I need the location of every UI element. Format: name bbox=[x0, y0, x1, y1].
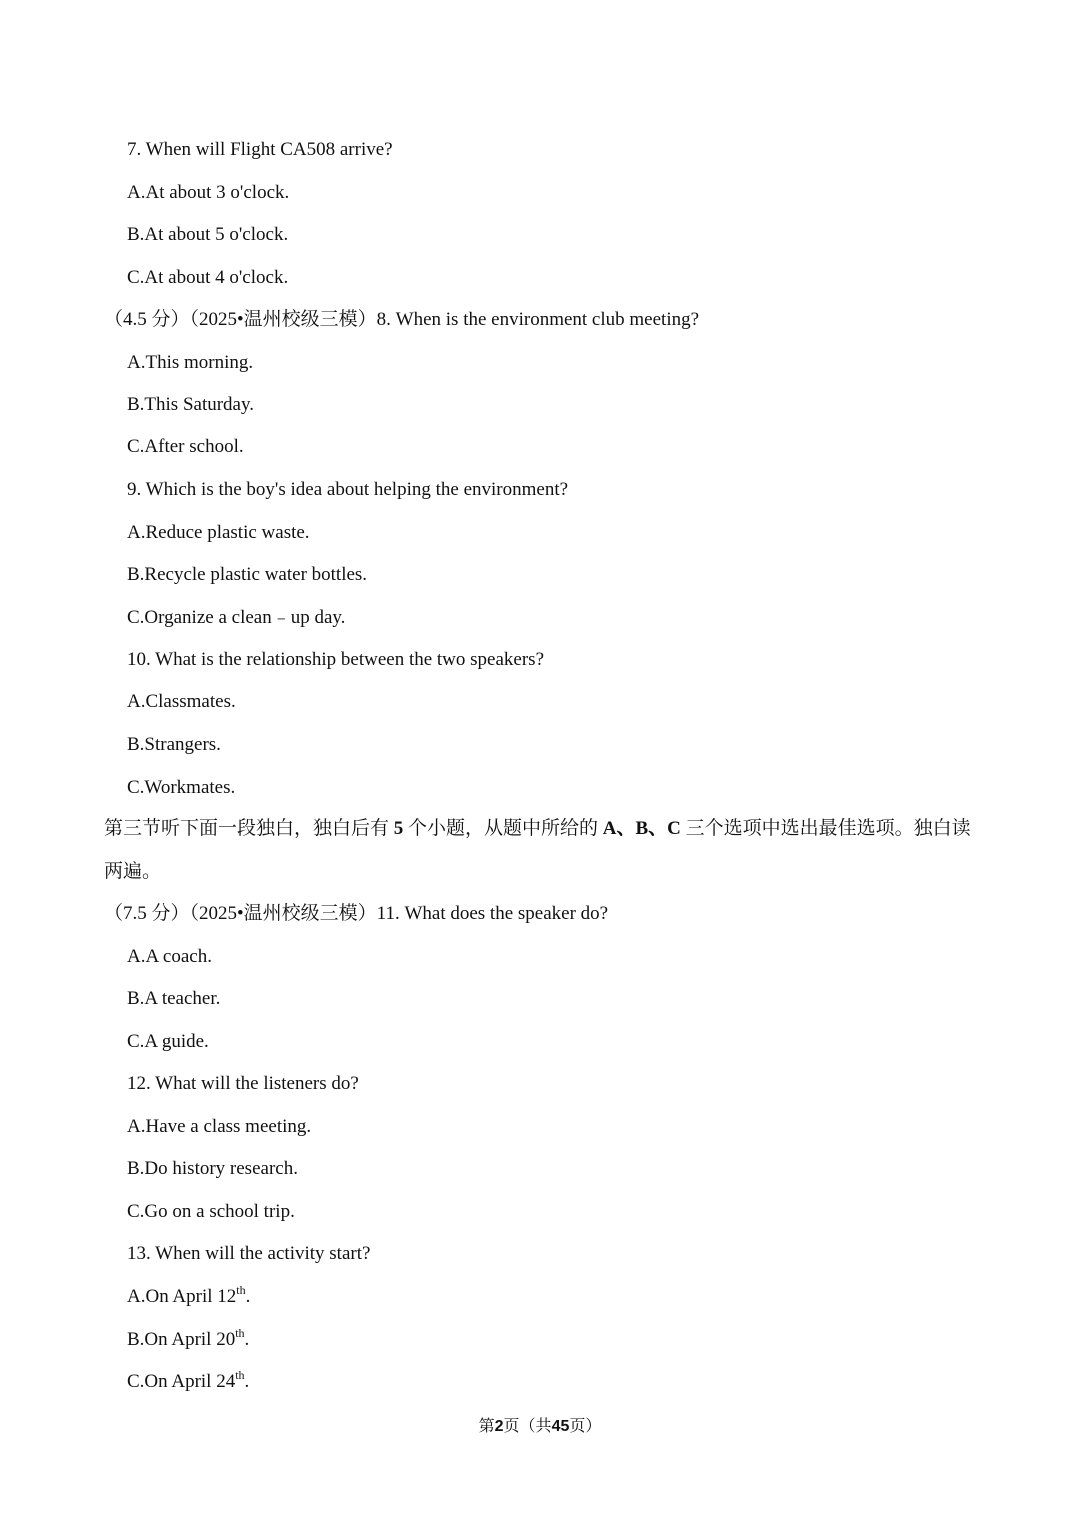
q11-header bbox=[104, 902, 608, 926]
footer-total-pages: 45 bbox=[551, 1418, 570, 1435]
q9-stem: 9. Which is the boy's idea about helping the environment? bbox=[127, 479, 569, 500]
q11-stem: 11. What does the speaker do? bbox=[376, 903, 609, 924]
footer-pre: 第 bbox=[478, 1418, 495, 1435]
q8-stem: 8. When is the environment club meeting? bbox=[376, 309, 700, 330]
section3-options: A、B、C bbox=[602, 818, 681, 839]
q7-stem: 7. When will Flight CA508 arrive? bbox=[127, 139, 393, 160]
q11-option-c: C.A guide. bbox=[127, 1031, 209, 1052]
section3-text-1: 第三节听下面一段独白，独白后有 bbox=[104, 818, 390, 839]
q13-option-c-end: . bbox=[244, 1371, 250, 1392]
q13-option-c-sup: th bbox=[235, 1368, 245, 1382]
q11-score-source: （7.5 分）（2025•温州校级三模） bbox=[104, 903, 377, 924]
q13-option-a-end: . bbox=[245, 1286, 251, 1307]
q7-option-c: C.At about 4 o'clock. bbox=[127, 267, 289, 288]
q13-option-c bbox=[127, 1370, 249, 1394]
section3-text-2: 个小题，从题中所给的 bbox=[408, 818, 599, 839]
section3-count: 5 bbox=[393, 818, 404, 839]
q10-option-a: A.Classmates. bbox=[127, 691, 236, 712]
q9-option-a: A.Reduce plastic waste. bbox=[127, 522, 310, 543]
footer-page-number: 2 bbox=[494, 1418, 504, 1435]
q8-option-a: A.This morning. bbox=[127, 352, 254, 373]
q13-option-a-sup: th bbox=[236, 1283, 246, 1297]
q11-option-a: A.A coach. bbox=[127, 946, 212, 967]
q10-option-b: B.Strangers. bbox=[127, 734, 221, 755]
q13-option-c-text: C.On April 24 bbox=[127, 1371, 236, 1392]
footer-post: 页） bbox=[569, 1418, 602, 1435]
section3-text-3: 三个选项中选出最佳选项。独白读 bbox=[685, 818, 971, 839]
q13-option-b-end: . bbox=[244, 1329, 250, 1350]
q13-option-b bbox=[127, 1328, 249, 1352]
q8-score-source: （4.5 分）（2025•温州校级三模） bbox=[104, 309, 377, 330]
q12-option-a: A.Have a class meeting. bbox=[127, 1116, 312, 1137]
q10-stem: 10. What is the relationship between the two speakers? bbox=[127, 649, 544, 670]
q13-option-a-text: A.On April 12 bbox=[127, 1286, 237, 1307]
q13-option-b-text: B.On April 20 bbox=[127, 1329, 236, 1350]
q12-option-c: C.Go on a school trip. bbox=[127, 1201, 295, 1222]
footer-mid: 页（共 bbox=[503, 1418, 552, 1435]
q7-option-a: A.At about 3 o'clock. bbox=[127, 182, 290, 203]
q13-option-b-sup: th bbox=[235, 1326, 245, 1340]
q13-stem: 13. When will the activity start? bbox=[127, 1243, 371, 1264]
q7-option-b: B.At about 5 o'clock. bbox=[127, 224, 289, 245]
q12-option-b: B.Do history research. bbox=[127, 1158, 298, 1179]
q9-option-c: C.Organize a clean﹣up day. bbox=[127, 607, 346, 628]
q8-option-b: B.This Saturday. bbox=[127, 394, 255, 415]
section3-instruction bbox=[104, 817, 971, 841]
q8-option-c: C.After school. bbox=[127, 436, 244, 457]
page-footer bbox=[0, 1416, 1080, 1438]
q13-option-a bbox=[127, 1285, 250, 1309]
q12-stem: 12. What will the listeners do? bbox=[127, 1073, 359, 1094]
q10-option-c: C.Workmates. bbox=[127, 777, 236, 798]
q8-header bbox=[104, 308, 699, 332]
section3-instruction-line2: 两遍。 bbox=[104, 861, 162, 882]
q9-option-b: B.Recycle plastic water bottles. bbox=[127, 564, 368, 585]
q11-option-b: B.A teacher. bbox=[127, 988, 221, 1009]
